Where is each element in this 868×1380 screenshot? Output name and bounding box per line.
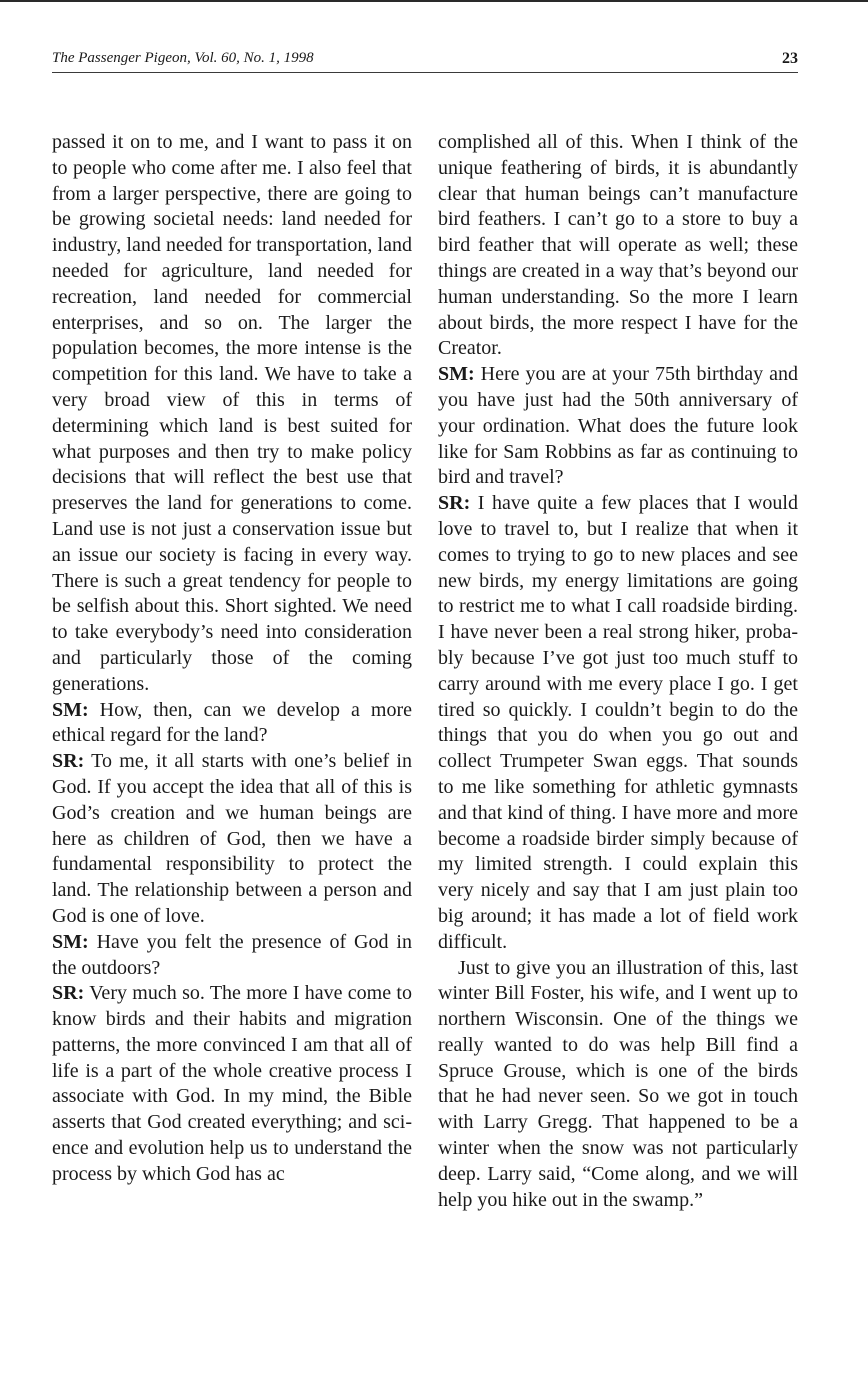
interview-answer — [438, 491, 798, 955]
speaker-label: SM: — [52, 930, 89, 953]
interview-question — [52, 930, 412, 982]
paragraph-text: Have you felt the presence of God in the outdoors? — [52, 930, 412, 979]
paragraph: passed it on to me, and I want to pass it on to people who come after me. I also feel that from a larger perspective, there are going to be growing societal needs: land needed for industry, land needed for transportation, land needed for agriculture, land needed for recreation, land needed for commercial enterprises, and so on. The larger the population becomes, the more intense is the competition for this land. We have to take a very broad view of this in terms of determining which land is best suited for what purposes and then try to make policy decisions that will reflect the best use that preserves the land for generations to come. Land use is not just a conservation issue but an issue our society is facing in every way. There is such a great tendency for people to be selfish about this. Short sighted. We need to take everybody’s need into consideration and particularly those of the coming generations. — [52, 131, 412, 695]
interview-question — [438, 362, 798, 491]
paragraph: Just to give you an illustration of this, last winter Bill Foster, his wife, and I went up to northern Wisconsin. One of the things we really wanted to do was help Bill find a Spruce Grouse, which is one of the birds that he had never seen. So we got in touch with Larry Gregg. That happened to be a winter when the snow was not particularly deep. Larry said, “Come along, and we will help you hike out in the swamp.” — [438, 956, 798, 1211]
page-top-edge — [0, 0, 868, 2]
right-column — [438, 130, 798, 1213]
speaker-label: SR: — [438, 492, 471, 515]
speaker-label: SR: — [52, 982, 85, 1005]
paragraph-text: Here you are at your 75th birthday and you have just had the 50th anniversary of your ordination. What does the future look like for Sam Robbins as far as continuing to bird and travel? — [438, 363, 798, 489]
speaker-label: SM: — [438, 363, 475, 386]
speaker-label: SR: — [52, 750, 85, 773]
speaker-label: SM: — [52, 698, 89, 721]
page-number: 23 — [782, 50, 798, 67]
interview-answer — [52, 981, 412, 1187]
interview-answer — [52, 749, 412, 930]
journal-citation: The Passenger Pigeon, Vol. 60, No. 1, 1998 — [52, 50, 314, 66]
paragraph-text: Very much so. The more I have come to know birds and their habits and migration patterns, the more convinced I am that all of life is a part of the whole creative process I associate with God. In my mind, the Bible asserts that God created everything; and science and evolution help us to understand the process by which God has ac — [52, 982, 412, 1185]
running-header — [52, 50, 798, 70]
interview-question — [52, 698, 412, 750]
paragraph-text: I have quite a few places that I would love to travel to, but I realize that when it comes to trying to go to new places and see new birds, my energy limitations are going to restrict me to what I call roadside birding. I have never been a real strong hiker, probably because I’ve got just too much stuff to carry around with me every place I go. I get tired so quickly. I couldn’t begin to do the things that you do when you go out and collect Trumpeter Swan eggs. That sounds to me like something for athletic gymnasts and that kind of thing. I have more and more become a roadside birder simply because of my limited strength. I could explain this very nicely and say that I am just plain too big around; it has made a lot of field work difficult. — [438, 492, 798, 953]
paragraph-text: How, then, can we develop a more ethical regard for the land? — [52, 698, 412, 747]
header-rule — [52, 72, 798, 73]
left-column — [52, 130, 412, 1188]
paragraph: complished all of this. When I think of the unique feathering of birds, it is abundantly clear that human beings can’t manufacture bird feathers. I can’t go to a store to buy a bird feather that will operate as well; these things are created in a way that’s beyond our human understanding. So the more I learn about birds, the more respect I have for the Creator. — [438, 131, 798, 360]
paragraph-text: To me, it all starts with one’s belief in God. If you accept the idea that all of this is God’s creation and we human beings are here as children of God, then we have a fundamental responsibility to protect the land. The relationship between a person and God is one of love. — [52, 750, 412, 927]
